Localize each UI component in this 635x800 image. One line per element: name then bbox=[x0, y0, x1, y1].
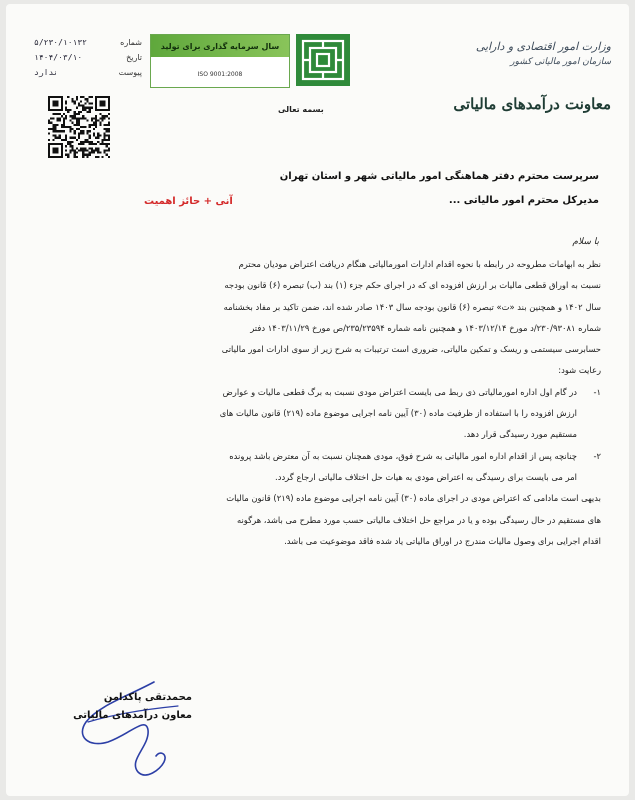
letter-sheet bbox=[6, 4, 629, 796]
closing-line: های مستقیم در حال رسیدگی بوده و یا در مراجع حل اختلاف مالیاتی حسب مورد مطرح می باشد، هرگونه bbox=[236, 514, 601, 525]
slogan-text: سال سرمایه گذاری برای تولید bbox=[151, 35, 289, 57]
list-item bbox=[52, 446, 601, 489]
invocation: بسمه تعالی bbox=[278, 105, 324, 114]
greeting: با سلام bbox=[572, 237, 599, 247]
body-line: نسبت به اوراق قطعی مالیات بر ارزش افزوده ای که در اجرای حکم جزء (۱) بند (ب) تبصره (۶) قانون بودجه bbox=[224, 280, 601, 291]
addressee-line-1: سرپرست محترم دفتر هماهنگی امور مالیاتی شهر و استان تهران bbox=[279, 171, 599, 182]
signatory-block bbox=[72, 689, 192, 725]
signatory-name: محمدتقی پاکدامن bbox=[103, 692, 192, 703]
date-label: تاریخ bbox=[126, 53, 142, 62]
slogan-banner bbox=[150, 34, 290, 88]
item-number: ۲- bbox=[593, 450, 601, 461]
ministry-name: وزارت امور اقتصادی و دارایی bbox=[475, 40, 611, 53]
date-row bbox=[34, 53, 142, 62]
letterhead-right bbox=[441, 40, 611, 113]
number-label: شماره bbox=[120, 38, 142, 47]
organization-name: سازمان امور مالیاتی کشور bbox=[510, 57, 611, 67]
attachment-value: ندارد bbox=[34, 68, 59, 77]
deputy-title: معاونت درآمدهای مالیاتی bbox=[453, 95, 611, 113]
item-number: ۱- bbox=[593, 386, 601, 397]
qr-code bbox=[48, 96, 110, 158]
item-line: ارزش افزوده را با استفاده از ظرفیت ماده (۳۰) آیین نامه اجرایی موضوع ماده (۲۱۹) قانون مالیات های bbox=[219, 408, 577, 419]
tax-organization-logo bbox=[294, 32, 352, 88]
closing-line: اقدام اجرایی برای وصول مالیات مندرج در اوراق مالیاتی یاد شده فاقد موضوعیت می باشد. bbox=[284, 535, 601, 546]
attachment-row bbox=[34, 68, 142, 77]
addressee-line-2: مدیرکل محترم امور مالیاتی ... bbox=[448, 195, 599, 206]
signatory-title: معاون درآمدهای مالیاتی bbox=[73, 710, 192, 721]
body-line: سال ۱۴۰۲ و همچنین بند «ت» تبصره (۶) قانون بودجه سال ۱۴۰۳ صادر شده اند، ضمن تاکید بر مفاد بخشنامه bbox=[223, 301, 601, 312]
item-line: چنانچه پس از اقدام اداره امور مالیاتی به شرح فوق، مودی همچنان نسبت به آن معترض باشد پرونده bbox=[229, 450, 577, 461]
attachment-label: پیوست bbox=[118, 68, 142, 77]
item-line: مستقیم مورد رسیدگی قرار دهد. bbox=[463, 429, 577, 440]
item-line: امر می بایست برای رسیدگی به اعتراض مودی به هیات حل اختلاف مالیاتی ارجاع گردد. bbox=[275, 471, 577, 482]
body-line: رعایت شود: bbox=[558, 365, 601, 376]
letter-body bbox=[52, 254, 601, 552]
number-row bbox=[34, 38, 142, 47]
body-line: حسابرسی سیستمی و ریسک و تمکین مالیاتی، ضروری است ترتیبات به شرح زیر از سوی ادارات امور مالیاتی bbox=[221, 344, 601, 355]
closing-line: بدیهی است مادامی که اعتراض مودی در اجرای ماده (۳۰) آیین نامه اجرایی موضوع ماده (۲۱۹) قانون مالیات bbox=[226, 493, 601, 504]
iso-mark: ISO 9001:2008 bbox=[197, 71, 243, 78]
body-line: نظر به ابهامات مطروحه در رابطه با نحوه اقدام ادارات امورمالیاتی هنگام دریافت اعتراض مودیان محترم bbox=[238, 259, 601, 269]
date-value: ۱۴۰۴/۰۳/۱۰ bbox=[34, 53, 83, 62]
body-line: شماره ۲۳۰/۹۳۰۸۱/د مورخ ۱۴۰۳/۱۲/۱۴ و همچنین نامه شماره ۲۳۵/۲۳۵۹۴/ص مورخ ۱۴۰۳/۱۱/۲۹ دفتر bbox=[250, 322, 601, 333]
number-value: ۵/۲۳۰/۱۰۱۳۲ bbox=[34, 38, 87, 47]
priority-note: آنی + حائز اهمیت bbox=[144, 196, 233, 207]
list-item bbox=[52, 382, 601, 446]
item-line: در گام اول اداره امورمالیاتی ذی ربط می بایست اعتراض مودی نسبت به برگ قطعی مالیات و عوارض bbox=[222, 386, 577, 397]
letter-meta bbox=[34, 38, 142, 83]
